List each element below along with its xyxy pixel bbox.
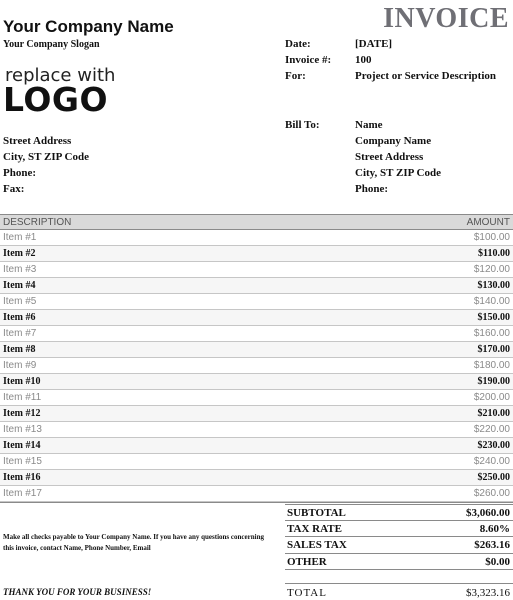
item-amount: $110.00 — [478, 248, 510, 259]
item-description: Item #13 — [3, 424, 42, 435]
table-row[interactable] — [0, 358, 513, 374]
invoice-number-value[interactable]: 100 — [355, 54, 372, 66]
table-row[interactable] — [0, 390, 513, 406]
item-description: Item #1 — [3, 232, 37, 243]
item-amount: $100.00 — [473, 232, 510, 243]
company-slogan: Your Company Slogan — [3, 39, 100, 50]
grand-total-row[interactable] — [285, 583, 513, 600]
subtotal-value: $3,060.00 — [466, 507, 510, 519]
item-description: Item #7 — [3, 328, 37, 339]
item-amount: $230.00 — [477, 440, 510, 451]
table-row[interactable] — [0, 486, 513, 502]
item-description: Item #17 — [3, 488, 42, 499]
item-amount: $120.00 — [473, 264, 510, 275]
table-row[interactable] — [0, 246, 513, 262]
item-amount: $210.00 — [477, 408, 510, 419]
item-amount: $130.00 — [477, 280, 510, 291]
item-description: Item #11 — [3, 392, 42, 403]
other-label: OTHER — [287, 555, 327, 568]
item-description: Item #15 — [3, 456, 42, 467]
company-city[interactable]: City, ST ZIP Code — [3, 151, 89, 163]
item-amount: $140.00 — [473, 296, 510, 307]
bill-to-company[interactable]: Company Name — [355, 135, 432, 147]
table-row[interactable] — [0, 230, 513, 246]
item-amount: $240.00 — [473, 456, 510, 467]
date-value[interactable]: [DATE] — [355, 38, 393, 50]
item-description: Item #5 — [3, 296, 37, 307]
totals-block — [285, 504, 513, 570]
item-amount: $170.00 — [477, 344, 510, 355]
tax-rate-row[interactable] — [285, 521, 513, 538]
subtotal-row[interactable] — [285, 504, 513, 521]
item-amount: $180.00 — [473, 360, 510, 371]
table-row[interactable] — [0, 374, 513, 390]
item-description: Item #10 — [3, 376, 41, 387]
bill-to-phone[interactable]: Phone: — [355, 183, 388, 195]
date-label: Date: — [285, 38, 311, 50]
subtotal-label: SUBTOTAL — [287, 507, 346, 519]
invoice-number-label: Invoice #: — [285, 54, 332, 66]
table-row[interactable] — [0, 278, 513, 294]
company-name: Your Company Name — [3, 17, 174, 36]
payment-note: Make all checks payable to Your Company Name. If you have any questions concerning this invoice, contact Name, Phone Number, Email — [3, 533, 264, 552]
item-description: Item #6 — [3, 312, 36, 323]
company-street[interactable]: Street Address — [3, 135, 72, 147]
table-row[interactable] — [0, 406, 513, 422]
bill-to-name[interactable]: Name — [355, 119, 383, 131]
item-description: Item #8 — [3, 344, 36, 355]
bill-to-city[interactable]: City, ST ZIP Code — [355, 167, 441, 179]
bill-to-street[interactable]: Street Address — [355, 151, 424, 163]
description-column-header: DESCRIPTION — [3, 217, 72, 228]
invoice-title: INVOICE — [383, 3, 509, 34]
tax-rate-label: TAX RATE — [287, 522, 342, 535]
table-row[interactable] — [0, 438, 513, 454]
item-amount: $190.00 — [477, 376, 510, 387]
other-row[interactable] — [285, 554, 513, 571]
item-description: Item #16 — [3, 472, 41, 483]
tax-rate-value: 8.60% — [479, 522, 510, 535]
total-label: TOTAL — [287, 587, 327, 599]
item-description: Item #4 — [3, 280, 36, 291]
sales-tax-row[interactable] — [285, 537, 513, 554]
items-table-bottom-border — [0, 502, 513, 503]
bill-to-label: Bill To: — [285, 119, 320, 131]
item-amount: $250.00 — [477, 472, 510, 483]
item-description: Item #2 — [3, 248, 36, 259]
for-value[interactable]: Project or Service Description — [355, 70, 497, 82]
item-description: Item #3 — [3, 264, 37, 275]
table-row[interactable] — [0, 454, 513, 470]
table-row[interactable] — [0, 422, 513, 438]
sales-tax-label: SALES TAX — [287, 539, 347, 551]
for-label: For: — [285, 70, 306, 82]
table-row[interactable] — [0, 262, 513, 278]
item-amount: $150.00 — [477, 312, 510, 323]
items-table-header — [0, 214, 513, 230]
item-description: Item #9 — [3, 360, 37, 371]
item-amount: $260.00 — [473, 488, 510, 499]
logo-text-line2: LOGO — [3, 80, 109, 119]
table-row[interactable] — [0, 326, 513, 342]
table-row[interactable] — [0, 470, 513, 486]
item-amount: $200.00 — [473, 392, 510, 403]
item-description: Item #14 — [3, 440, 41, 451]
item-description: Item #12 — [3, 408, 41, 419]
total-value: $3,323.16 — [466, 587, 510, 599]
table-row[interactable] — [0, 310, 513, 326]
other-value: $0.00 — [485, 555, 510, 568]
table-row[interactable] — [0, 342, 513, 358]
company-phone[interactable]: Phone: — [3, 167, 36, 179]
amount-column-header: AMOUNT — [466, 217, 510, 228]
logo-text-line1: replace with — [5, 65, 116, 86]
table-row[interactable] — [0, 294, 513, 310]
sales-tax-value: $263.16 — [474, 539, 510, 551]
items-table-body — [0, 230, 513, 502]
item-amount: $160.00 — [473, 328, 510, 339]
company-fax[interactable]: Fax: — [3, 183, 25, 195]
thank-you-message: THANK YOU FOR YOUR BUSINESS! — [3, 587, 152, 597]
item-amount: $220.00 — [473, 424, 510, 435]
